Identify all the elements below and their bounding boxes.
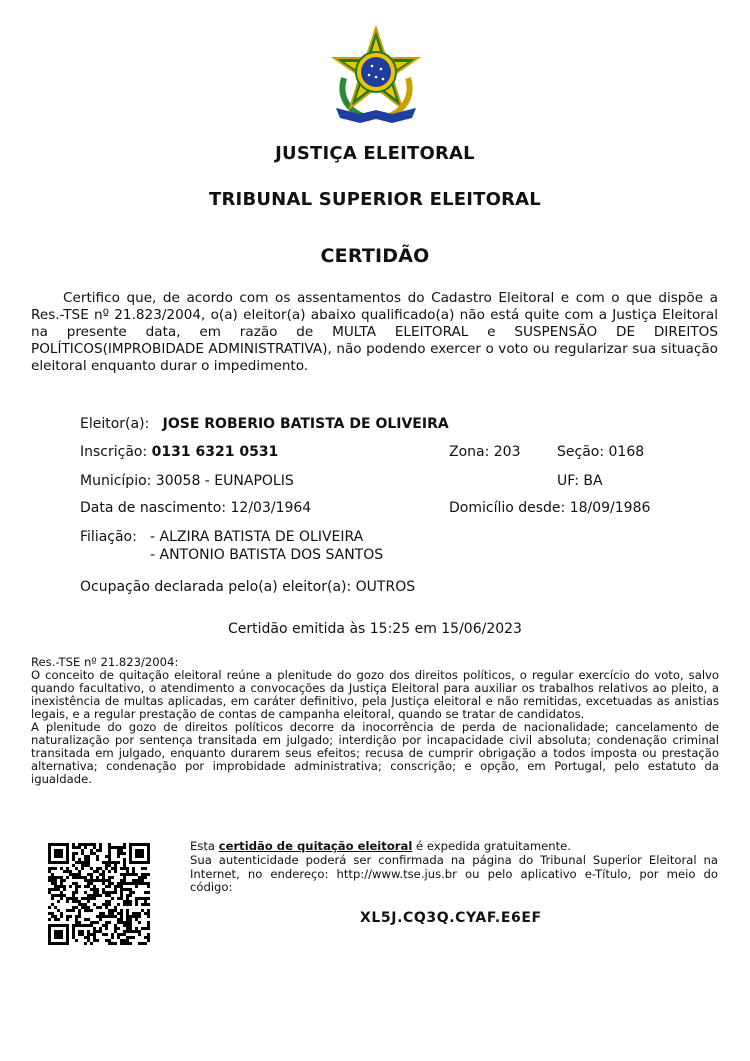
inscricao-label: Inscrição:: [80, 444, 148, 460]
header-tribunal: TRIBUNAL SUPERIOR ELEITORAL: [209, 189, 541, 210]
footer-text: [190, 840, 718, 895]
secao: Seção: 0168: [557, 444, 645, 460]
voter-name-row: [80, 416, 449, 432]
header-justica: JUSTIÇA ELEITORAL: [275, 143, 475, 164]
filiacao-mae: - ALZIRA BATISTA DE OLIVEIRA: [150, 529, 364, 545]
inscricao-row: [80, 444, 278, 460]
verification-code[interactable]: XL5J.CQ3Q.CYAF.E6EF: [360, 910, 542, 926]
ocupacao: Ocupação declarada pelo(a) eleitor(a): OUTROS: [80, 579, 416, 595]
certidao-link[interactable]: certidão de quitação eleitoral: [218, 839, 413, 853]
filiacao-pai: - ANTONIO BATISTA DOS SANTOS: [150, 547, 384, 563]
zona: Zona: 203: [449, 444, 521, 460]
footer-line-1: [190, 840, 718, 854]
uf: UF: BA: [557, 473, 603, 489]
voter-name: JOSE ROBERIO BATISTA DE OLIVEIRA: [162, 416, 449, 432]
footer-authenticity: Sua autenticidade poderá ser confirmada na página do Tribunal Superior Eleitoral na Internet, no endereço: http://www.tse.jus.br ou pelo aplicativo e-Título, por meio do código:: [190, 852, 718, 895]
qr-code-icon: [48, 843, 150, 945]
header-certidao: CERTIDÃO: [320, 245, 430, 267]
footer-post: é expedida gratuitamente.: [412, 839, 571, 853]
legal-ref: Res.-TSE nº 21.823/2004:: [31, 655, 179, 669]
footer-pre: Esta: [190, 839, 216, 853]
data-nascimento: Data de nascimento: 12/03/1964: [80, 500, 312, 516]
inscricao-value: 0131 6321 0531: [151, 444, 279, 460]
filiacao-label: Filiação:: [80, 529, 137, 545]
legal-paragraph-2: A plenitude do gozo de direitos políticos decorre da inocorrência de perda de nacionalidade; cancelamento de naturalização por sentença transitada em julgado; interdição por incapacidade civil absoluta; condenação criminal transitada em julgado, enquanto durarem seus efeitos; recusa de cumprir obrigação a todos imposta ou prestação alternativa; condenação por improbidade administrativa; conscrição; e opção, em Portugal, pelo estatuto da igualdade.: [31, 720, 719, 786]
voter-name-label: Eleitor(a):: [80, 416, 150, 432]
domicilio-desde: Domicílio desde: 18/09/1986: [449, 500, 651, 516]
municipio: Município: 30058 - EUNAPOLIS: [80, 473, 294, 489]
issued-timestamp: Certidão emitida às 15:25 em 15/06/2023: [228, 621, 522, 637]
brazil-coat-of-arms-icon: [330, 26, 422, 124]
legal-text: [31, 656, 719, 786]
certificate-text: Certifico que, de acordo com os assentamentos do Cadastro Eleitoral e com o que dispõe a Res.-TSE nº 21.823/2004, o(a) eleitor(a) abaixo qualificado(a) não está quite com a Justiça Eleitoral na presente data, em razão de MULTA ELEITORAL e SUSPENSÃO DE DIREITOS POLÍTICOS(IMPROBIDADE ADMINISTRATIVA), não podendo exercer o voto ou regularizar sua situação eleitoral enquanto durar o impedimento.: [31, 290, 718, 374]
legal-paragraph-1: O conceito de quitação eleitoral reúne a plenitude do gozo dos direitos políticos, o regular exercício do voto, salvo quando facultativo, o atendimento a convocações da Justiça Eleitoral para auxiliar os trabalhos relativos ao pleito, a inexistência de multas aplicadas, em caráter definitivo, pela Justiça eleitoral e não remitidas, excetuadas as anistias legais, e a regular prestação de contas de campanha eleitoral, quando se tratar de candidatos.: [31, 668, 719, 721]
